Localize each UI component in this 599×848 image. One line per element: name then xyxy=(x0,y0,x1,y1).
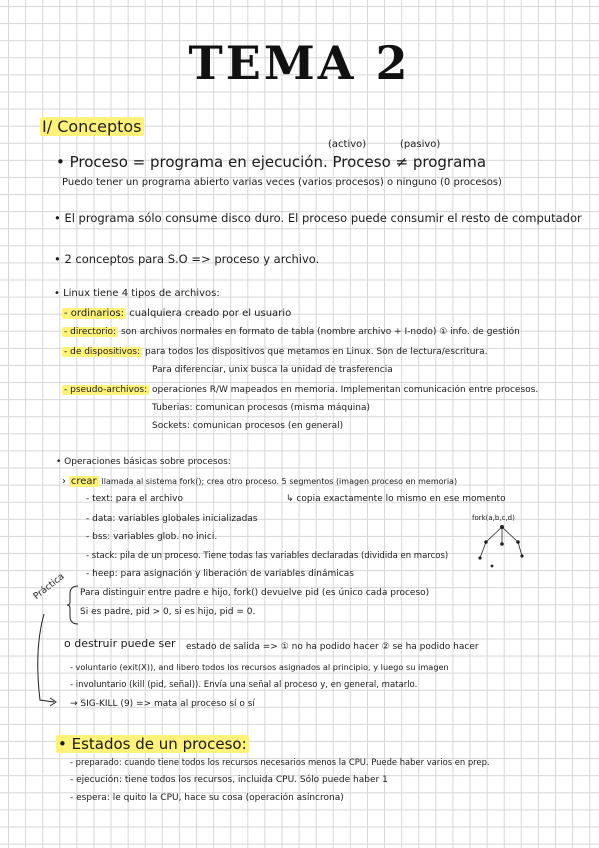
proceso-definition: • Proceso = programa en ejecución. Proceso ≠ programa xyxy=(56,153,487,171)
ejecucion-line: - ejecución: tiene todos los recursos, incluida CPU. Sólo puede haber 1 xyxy=(70,775,388,785)
crear-item xyxy=(62,476,457,487)
heep-segment: - heep: para asignación y liberación de variables dinámicas xyxy=(86,569,354,579)
copia-note: ↳ copia exactamente lo mismo en ese momento xyxy=(286,494,506,504)
practica-arrow xyxy=(32,610,72,710)
destruir-label: o destruir puede ser xyxy=(64,637,176,650)
linux-tipos-line: • Linux tiene 4 tipos de archivos: xyxy=(54,288,220,299)
pseudo-item xyxy=(62,385,538,395)
crear-arrow: › xyxy=(62,476,66,487)
note-activo: (activo) xyxy=(328,139,367,150)
operaciones-line: • Operaciones básicas sobre procesos: xyxy=(56,457,231,467)
puedo-line: Puedo tener un programa abierto varias veces (varios procesos) o ninguno (0 procesos) xyxy=(62,177,502,188)
sockets-line: Sockets: comunican procesos (en general) xyxy=(152,421,344,431)
estado-salida-line: estado de salida => ① no ha podido hacer ② se ha podido hacer xyxy=(186,642,479,652)
si-padre-line: Si es padre, pid > 0, si es hijo, pid = 0. xyxy=(80,607,256,617)
sigkill-line: → SIG-KILL (9) => mata al proceso sí o sí xyxy=(70,699,255,709)
fork-tree-sketch xyxy=(472,522,532,572)
involuntario-line: - involuntario (kill (pid, señal)). Envía una señal al proceso y, en general, matarlo. xyxy=(70,680,418,690)
crear-label: crear xyxy=(70,476,97,487)
preparado-line: - preparado: cuando tiene todos los recursos necesarios menos la CPU. Puede haber varios en prep. xyxy=(70,757,490,767)
tuberias-line: Tuberias: comunican procesos (misma máquina) xyxy=(152,403,371,413)
conceptos-line: • 2 conceptos para S.O => proceso y archivo. xyxy=(54,252,320,266)
dispositivos-item xyxy=(62,347,488,357)
pseudo-label: - pseudo-archivos: xyxy=(64,385,148,395)
ordinarios-item xyxy=(62,308,291,319)
dispositivos-label: - de dispositivos: xyxy=(64,347,141,357)
stack-segment: - stack: pila de un proceso. Tiene todas las variables declaradas (dividida en marcos) xyxy=(86,551,449,561)
dispositivos-text-2: Para diferenciar, unix busca la unidad de trasferencia xyxy=(152,365,393,375)
practica-note: Práctica xyxy=(32,571,67,602)
programa-line: • El programa sólo consume disco duro. El proceso puede consumir el resto de computador xyxy=(54,211,582,225)
fork-note: fork(a,b,c,d) xyxy=(472,514,515,522)
section-heading-text: I/ Conceptos xyxy=(42,117,142,136)
voluntario-line: - voluntario (exit(X)), and libero todos los recursos asignados al principio, y luego su imagen xyxy=(70,662,449,672)
page-title: TEMA 2 xyxy=(188,36,411,90)
ordinarios-label: - ordinarios: xyxy=(64,308,125,319)
section-heading-conceptos xyxy=(40,117,144,136)
estados-heading xyxy=(56,735,249,753)
ordinarios-text: cualquiera creado por el usuario xyxy=(129,308,292,319)
directorio-text: son archivos normales en formato de tabla (nombre archivo + I-nodo) ① info. de gestión xyxy=(120,327,520,337)
espera-line: - espera: le quito la CPU, hace su cosa (operación asíncrona) xyxy=(70,793,344,803)
pseudo-text: operaciones R/W mapeados en memoria. Implementan comunicación entre procesos. xyxy=(151,385,539,395)
estados-label: • Estados de un proceso: xyxy=(58,735,247,753)
directorio-item xyxy=(62,327,520,337)
crear-text: llamada al sistema fork(); crea otro proceso. 5 segmentos (imagen proceso en memoria) xyxy=(101,477,458,486)
dispositivos-text: para todos los dispositivos que metamos en Linux. Son de lectura/escritura. xyxy=(145,347,488,357)
data-segment: - data: variables globales inicializadas xyxy=(86,514,258,524)
bss-segment: - bss: variables glob. no inici. xyxy=(86,532,218,542)
note-pasivo: (pasivo) xyxy=(400,139,441,150)
directorio-label: - directorio: xyxy=(64,327,117,337)
text-segment: - text: para el archivo xyxy=(86,494,183,504)
padre-hijo-line: Para distinguir entre padre e hijo, fork() devuelve pid (es único cada proceso) xyxy=(80,588,430,598)
